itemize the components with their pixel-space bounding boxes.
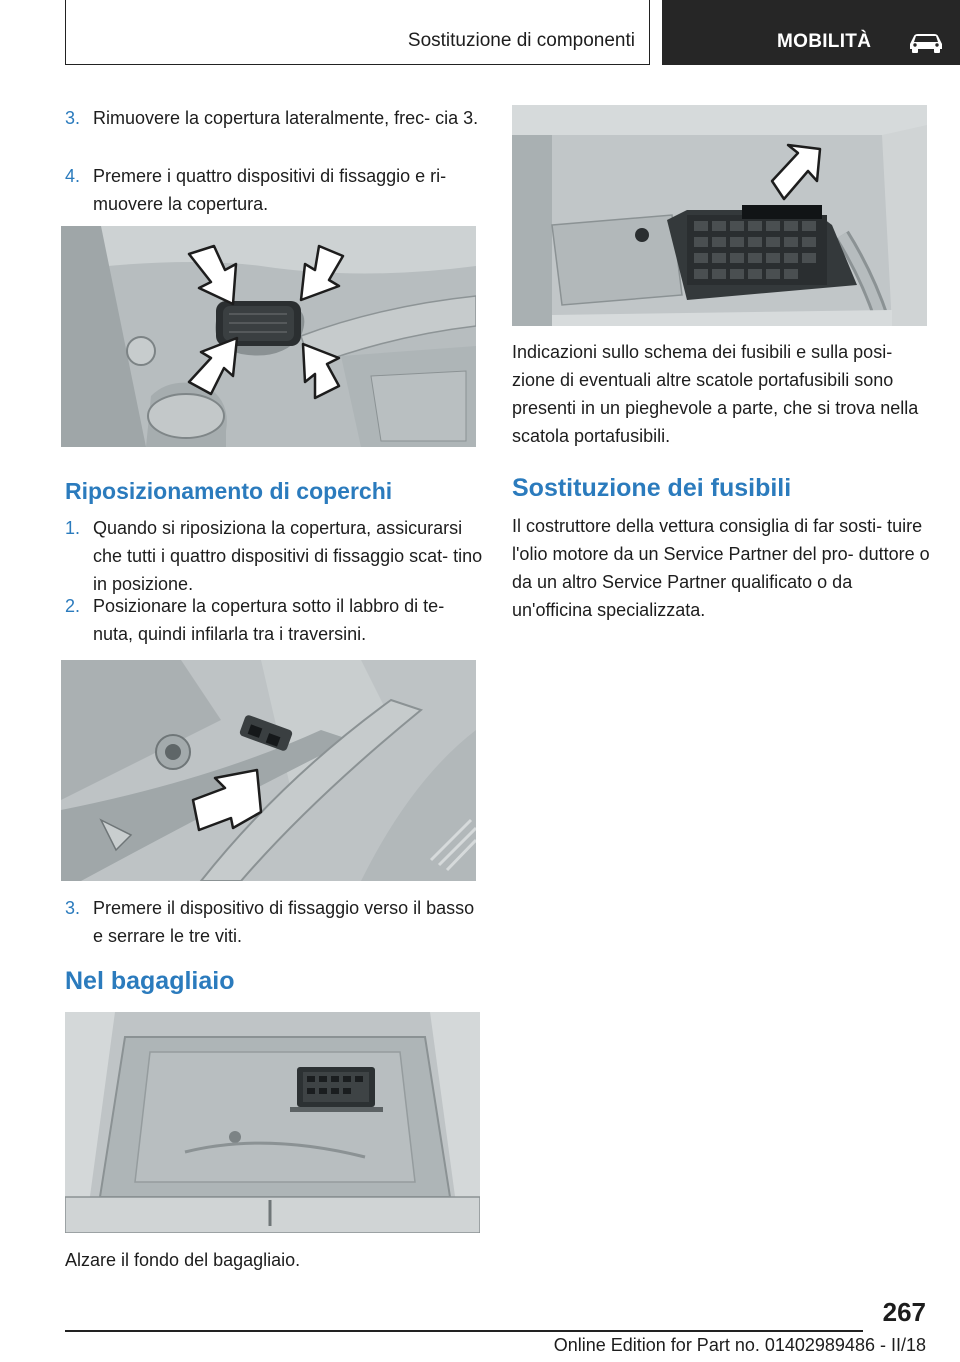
fuse-diagram-note: Indicazioni sullo schema dei fusibili e sulla posi‐ zione di eventuali altre scatole portafusibili sono presenti in un pieghevole a parte, che si trova nella scatola portafusibili. bbox=[512, 342, 919, 446]
step-4-press-fasteners bbox=[65, 162, 485, 218]
step-text: Premere i quattro dispositivi di fissaggio e ri‐ muovere la copertura. bbox=[93, 166, 447, 214]
fuse-replacement-text: Il costruttore della vettura consiglia di far sosti‐ tuire l'olio motore da un Service Partner del pro‐ duttore o da un altro Service Partner qualificato o da un'officina specializzata. bbox=[512, 516, 930, 620]
step-number: 3. bbox=[65, 898, 81, 918]
step-text: Quando si riposiziona la copertura, assicurarsi che tutti i quattro dispositivi di fissaggio scat‐ tino in posizione. bbox=[93, 518, 483, 594]
header-section-title: Sostituzione di componenti bbox=[407, 30, 635, 51]
trunk-caption: Alzare il fondo del bagagliaio. bbox=[65, 1250, 301, 1270]
step-number: 1. bbox=[65, 518, 81, 538]
fuse-box-photo bbox=[512, 105, 927, 326]
trunk-photo bbox=[65, 1012, 480, 1233]
header-chapter-tab bbox=[662, 0, 960, 65]
step-text: Posizionare la copertura sotto il labbro di te‐ nuta, quindi infilarla tra i traversini. bbox=[93, 596, 445, 644]
heading-in-trunk: Nel bagagliaio bbox=[65, 967, 235, 995]
header-section-box bbox=[65, 0, 650, 65]
heading-replace-covers: Riposizionamento di coperchi bbox=[65, 478, 393, 504]
car-icon bbox=[906, 30, 946, 54]
fastener-photo bbox=[61, 660, 476, 881]
page-number: 267 bbox=[882, 1297, 926, 1327]
header-chapter-label: MOBILITÀ bbox=[777, 31, 872, 52]
edition-line: Online Edition for Part no. 01402989486 - II/18 bbox=[553, 1335, 926, 1355]
engine-cover-photo bbox=[61, 226, 476, 447]
step-number: 4. bbox=[65, 166, 81, 186]
step-2-position-cover bbox=[65, 592, 485, 648]
step-number: 3. bbox=[65, 108, 81, 128]
step-3-remove-cover bbox=[65, 104, 485, 132]
step-text: Premere il dispositivo di fissaggio verso il basso e serrare le tre viti. bbox=[93, 898, 475, 946]
step-number: 2. bbox=[65, 596, 81, 616]
step-text: Rimuovere la copertura lateralmente, frec‐ cia 3. bbox=[93, 108, 479, 128]
footer-rule bbox=[65, 1330, 863, 1332]
step-3-press-fastener bbox=[65, 894, 485, 950]
heading-replace-fuses: Sostituzione dei fusibili bbox=[512, 474, 792, 502]
step-1-reposition bbox=[65, 514, 485, 598]
